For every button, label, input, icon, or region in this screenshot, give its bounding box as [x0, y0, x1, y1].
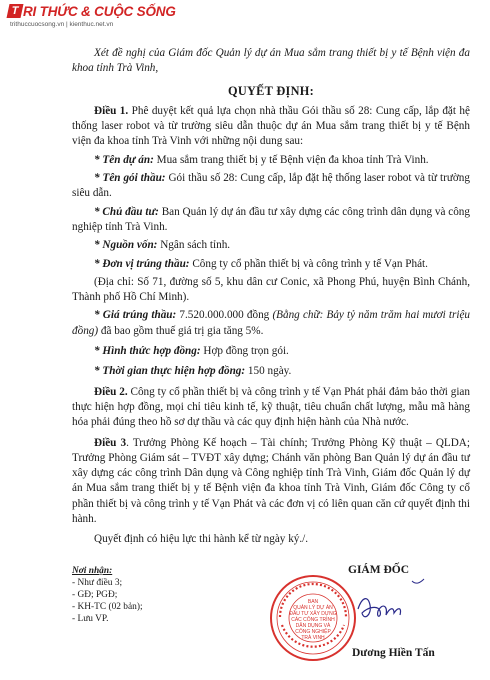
- price-label: * Giá trúng thầu:: [94, 309, 177, 322]
- item-text: Mua sắm trang thiết bị y tế Bệnh viện đa khoa tỉnh Trà Vinh.: [153, 153, 429, 166]
- price-value: 7.520.000.000 đồng: [176, 309, 273, 322]
- recipient-item: - Lưu VP.: [72, 614, 109, 625]
- document-footer: [72, 565, 472, 675]
- logo-mark: T: [7, 4, 24, 18]
- item-label: * Chủ đầu tư:: [94, 205, 159, 218]
- item-text: Ngân sách tỉnh.: [157, 239, 231, 252]
- item-label: * Nguồn vốn:: [94, 239, 158, 252]
- svg-text:QUẢN LÝ DỰ ÁN: QUẢN LÝ DỰ ÁN: [293, 605, 333, 611]
- item-package: [72, 171, 470, 202]
- recipient-item: - Như điều 3;: [72, 578, 123, 589]
- svg-text:CÔNG NGHIỆP: CÔNG NGHIỆP: [295, 629, 331, 635]
- item-label: * Tên gói thầu:: [94, 172, 166, 185]
- article-1-text: Phê duyệt kết quả lựa chọn nhà thầu Gói thầu số 28: Cung cấp, lắp đặt hệ thống laser robot và từ trường siêu dẫn thuộc dự án Mua sắm trang thiết bị y tế Bệnh viện đa khoa tỉnh Trà Vinh với những nội dung sau:: [72, 104, 470, 148]
- article-2-label: Điều 2.: [94, 385, 128, 398]
- item-label: * Đơn vị trúng thầu:: [94, 257, 190, 270]
- article-2: [72, 385, 470, 431]
- recipients-title: Nơi nhận:: [72, 566, 113, 576]
- logo-subtitle: trithuccuocsong.vn | kienthuc.net.vn: [10, 21, 114, 28]
- article-2-text: Công ty cổ phần thiết bị và công trình y tế Vạn Phát phải đảm bảo thời gian thực hiện hợp đồng, mọi chỉ tiêu kinh tế, kỹ thuật, tiêu chuẩn chất lượng, mẫu mã hàng hóa phải đúng theo hồ sơ dự thầu và các quy định hiện hành của Nhà nước.: [72, 385, 470, 429]
- decision-body: [72, 46, 470, 548]
- article-1: [72, 104, 470, 150]
- item-contract: [72, 344, 470, 359]
- svg-text:TRÀ VINH: TRÀ VINH: [301, 635, 325, 641]
- recipient-item: - KH-TC (02 bản);: [72, 602, 143, 613]
- signer-name: Dương Hiền Tấn: [352, 647, 435, 659]
- svg-text:ĐẦU TƯ XÂY DỰNG: ĐẦU TƯ XÂY DỰNG: [289, 611, 337, 617]
- item-investor: [72, 205, 470, 236]
- effect-paragraph: Quyết định có hiệu lực thi hành kể từ ngày ký./.: [94, 533, 309, 546]
- duration-label: * Thời gian thực hiện hợp đồng:: [94, 365, 246, 378]
- article-3-label: Điều 3: [94, 436, 127, 449]
- item-project: [72, 153, 470, 168]
- svg-text:DÂN DỤNG VÀ: DÂN DỤNG VÀ: [295, 623, 331, 629]
- price-words: (Bằng chữ: Bảy tỷ năm trăm hai mươi triệu đồng): [72, 309, 471, 337]
- recipients-block: [72, 565, 143, 625]
- item-winner: [72, 257, 470, 272]
- item-duration: [72, 364, 470, 379]
- logo-name: RI THỨC & CUỘC SỐNG: [23, 3, 176, 19]
- duration-text: 150 ngày.: [245, 365, 292, 378]
- svg-text:CÁC CÔNG TRÌNH: CÁC CÔNG TRÌNH: [291, 617, 335, 623]
- article-1-label: Điều 1.: [94, 104, 129, 117]
- winner-address: (Địa chỉ: Số 71, đường số 5, khu dân cư Conic, xã Phong Phú, huyện Bình Chánh, Thành phố Hồ Chí Minh).: [72, 275, 470, 304]
- signer-title: GIÁM ĐỐC: [348, 564, 410, 576]
- item-text: Công ty cổ phần thiết bị và công trình y tế Vạn Phát.: [189, 257, 428, 270]
- price-tail: đã bao gồm thuế giá trị gia tăng 5%.: [98, 324, 264, 337]
- item-text: Ban Quản lý dự án đầu tư xây dựng các công trình dân dụng và công nghiệp tỉnh Trà Vinh.: [72, 205, 470, 233]
- item-text: Gói thầu số 28: Cung cấp, lắp đặt hệ thống laser robot và từ trường siêu dẫn.: [72, 172, 470, 200]
- signature-block: [268, 565, 468, 675]
- item-price: [72, 308, 470, 339]
- intro-paragraph: Xét đề nghị của Giám đốc Quản lý dự án Mua sắm trang thiết bị y tế Bệnh viện đa khoa tỉnh Trà Vinh,: [72, 47, 470, 75]
- item-label: * Tên dự án:: [94, 153, 154, 166]
- article-3-text: . Trưởng Phòng Kế hoạch – Tài chính; Trưởng Phòng Kỹ thuật – QLDA; Trưởng Phòng Giám sát – TVĐT xây dựng; Chánh văn phòng Ban Quản lý dự án đầu tư xây dựng các công trình Dân dụng và Công nghiệp tỉnh Trà Vinh, Giám đốc Quản lý dự án Mua sắm trang thiết bị y tế Bệnh viện đa khoa tỉnh Trà Vinh, Giám đốc Công ty cổ phần thiết bị và công trình y tế Vạn Phát và các đơn vị có liên quan căn cứ quyết định thi hành.: [72, 436, 470, 526]
- recipient-item: - GĐ; PGĐ;: [72, 590, 118, 601]
- decision-title: QUYẾT ĐỊNH:: [227, 83, 315, 98]
- contract-label: * Hình thức hợp đồng:: [94, 345, 201, 358]
- site-logo[interactable]: [8, 2, 178, 32]
- item-funding: [72, 238, 470, 253]
- svg-text:BAN: BAN: [307, 599, 319, 605]
- article-3: [72, 436, 470, 528]
- handwritten-signature: [328, 577, 448, 637]
- contract-text: Hợp đồng trọn gói.: [200, 345, 289, 358]
